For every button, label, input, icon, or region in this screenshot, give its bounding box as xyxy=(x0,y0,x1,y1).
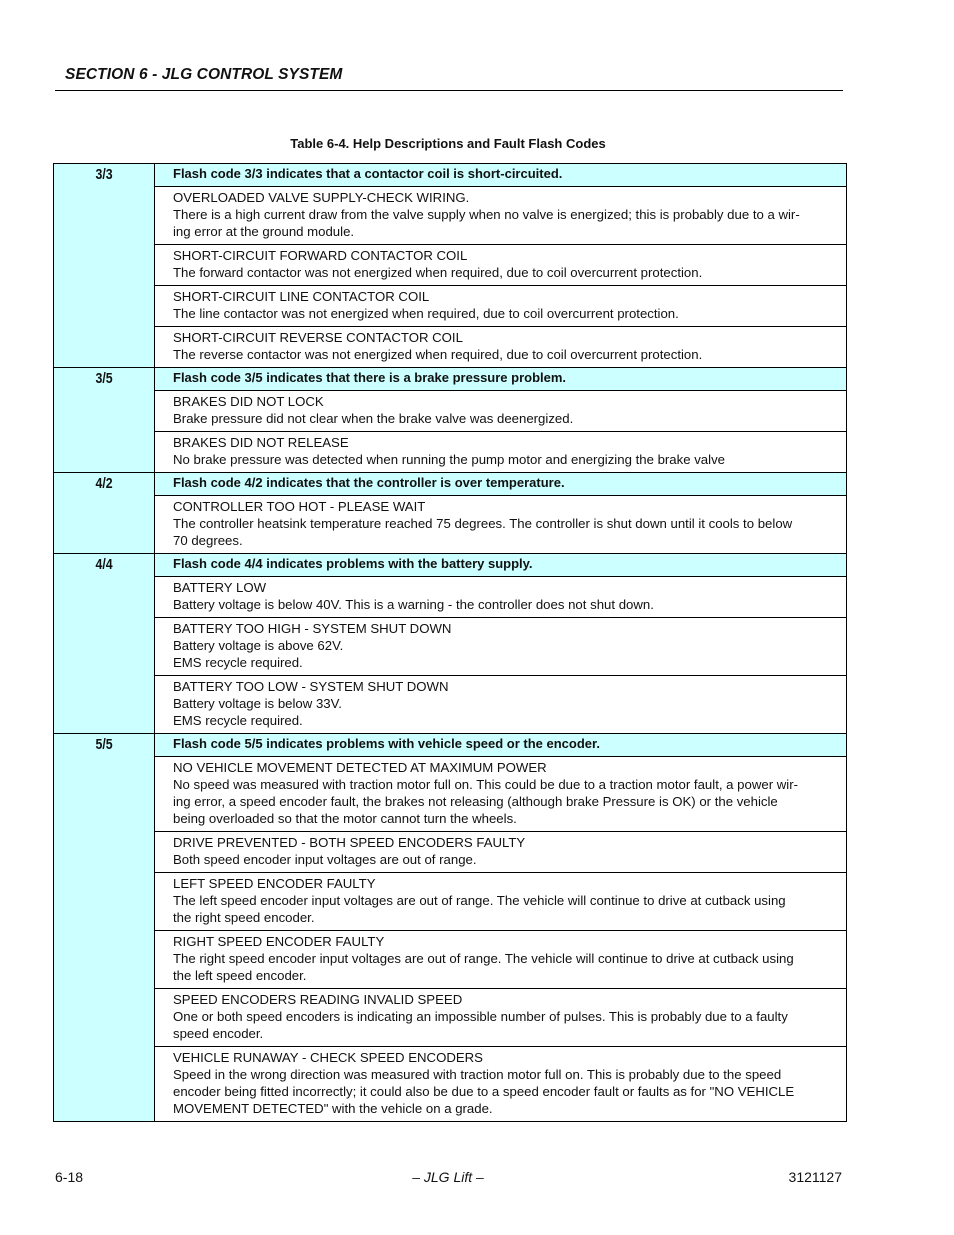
fault-row xyxy=(54,245,847,286)
fault-title: BRAKES DID NOT RELEASE xyxy=(173,435,349,450)
fault-title: SHORT-CIRCUIT FORWARD CONTACTOR COIL xyxy=(173,248,468,263)
fault-title: SHORT-CIRCUIT REVERSE CONTACTOR COIL xyxy=(173,330,463,345)
flash-code-heading: Flash code 4/4 indicates problems with the battery supply. xyxy=(155,554,847,577)
fault-description-line: ing error at the ground module. xyxy=(173,224,355,239)
fault-title: BATTERY LOW xyxy=(173,580,267,595)
flash-code: 4/2 xyxy=(95,476,113,492)
flash-code-heading: Flash code 3/5 indicates that there is a brake pressure problem. xyxy=(155,368,847,391)
fault-description-line: Brake pressure did not clear when the brake valve was deenergized. xyxy=(173,411,574,426)
fault-row xyxy=(54,757,847,832)
flash-code-heading: Flash code 4/2 indicates that the controller is over temperature. xyxy=(155,473,847,496)
fault-description-line: EMS recycle required. xyxy=(173,713,303,728)
fault-description-line: encoder being fitted incorrectly; it could also be due to a speed encoder fault or faults as for "NO VEHICLE xyxy=(173,1084,795,1099)
flash-code-cell xyxy=(54,473,155,554)
fault-description-cell xyxy=(155,757,847,832)
fault-title: RIGHT SPEED ENCODER FAULTY xyxy=(173,934,385,949)
fault-description-cell xyxy=(155,618,847,676)
fault-description-cell xyxy=(155,391,847,432)
fault-description-line: The controller heatsink temperature reached 75 degrees. The controller is shut down until it cools to below xyxy=(173,516,793,531)
fault-description-line: One or both speed encoders is indicating an impossible number of pulses. This is probably due to a faulty xyxy=(173,1009,788,1024)
fault-description-cell xyxy=(155,432,847,473)
flash-code-heading: Flash code 3/3 indicates that a contactor coil is short-circuited. xyxy=(155,164,847,187)
fault-description-line: Battery voltage is below 33V. xyxy=(173,696,342,711)
section-title: SECTION 6 - JLG CONTROL SYSTEM xyxy=(65,66,343,83)
fault-description-line: No speed was measured with traction motor full on. This could be due to a traction motor fault, a power wir- xyxy=(173,777,798,792)
fault-description-cell xyxy=(155,577,847,618)
fault-title: VEHICLE RUNAWAY - CHECK SPEED ENCODERS xyxy=(173,1050,483,1065)
fault-description-line: Both speed encoder input voltages are out of range. xyxy=(173,852,477,867)
fault-description-cell xyxy=(155,286,847,327)
fault-row xyxy=(54,286,847,327)
flash-code: 3/3 xyxy=(95,167,113,183)
flash-code-cell xyxy=(54,554,155,734)
flash-code-group-header xyxy=(54,554,847,577)
fault-title: CONTROLLER TOO HOT - PLEASE WAIT xyxy=(173,499,426,514)
fault-description-line: There is a high current draw from the valve supply when no valve is energized; this is probably due to a wir- xyxy=(173,207,800,222)
fault-row xyxy=(54,496,847,554)
fault-description-cell xyxy=(155,931,847,989)
fault-title: LEFT SPEED ENCODER FAULTY xyxy=(173,876,376,891)
fault-description-line: No brake pressure was detected when running the pump motor and energizing the brake valve xyxy=(173,452,726,467)
fault-row xyxy=(54,618,847,676)
flash-code-cell xyxy=(54,734,155,1122)
fault-row xyxy=(54,989,847,1047)
fault-title: SHORT-CIRCUIT LINE CONTACTOR COIL xyxy=(173,289,430,304)
fault-row xyxy=(54,832,847,873)
flash-code-group-header xyxy=(54,368,847,391)
fault-title: DRIVE PREVENTED - BOTH SPEED ENCODERS FAULTY xyxy=(173,835,526,850)
fault-description-cell xyxy=(155,245,847,286)
flash-code-group-header xyxy=(54,473,847,496)
header-rule xyxy=(55,90,843,91)
flash-code-heading: Flash code 5/5 indicates problems with vehicle speed or the encoder. xyxy=(155,734,847,757)
fault-row xyxy=(54,327,847,368)
fault-description-line: Battery voltage is below 40V. This is a warning - the controller does not shut down. xyxy=(173,597,654,612)
fault-description-line: The left speed encoder input voltages are out of range. The vehicle will continue to drive at cutback using xyxy=(173,893,786,908)
page-number: 6-18 xyxy=(55,1169,84,1185)
fault-code-table-body xyxy=(54,164,847,1122)
fault-description-cell xyxy=(155,327,847,368)
fault-description-line: speed encoder. xyxy=(173,1026,264,1041)
fault-description-line: The reverse contactor was not energized when required, due to coil overcurrent protection. xyxy=(173,347,703,362)
flash-code-cell xyxy=(54,368,155,473)
fault-description-line: the right speed encoder. xyxy=(173,910,315,925)
fault-description-cell xyxy=(155,1047,847,1122)
fault-description-line: being overloaded so that the motor cannot turn the wheels. xyxy=(173,811,517,826)
fault-title: BATTERY TOO HIGH - SYSTEM SHUT DOWN xyxy=(173,621,452,636)
flash-code-cell xyxy=(54,164,155,368)
fault-code-table xyxy=(53,163,847,1122)
fault-title: SPEED ENCODERS READING INVALID SPEED xyxy=(173,992,463,1007)
flash-code: 5/5 xyxy=(95,737,113,753)
flash-code: 4/4 xyxy=(95,557,113,573)
document-number: 3121127 xyxy=(788,1169,842,1185)
flash-code-group-header xyxy=(54,734,847,757)
fault-title: BATTERY TOO LOW - SYSTEM SHUT DOWN xyxy=(173,679,449,694)
flash-code-group-header xyxy=(54,164,847,187)
table-caption: Table 6-4. Help Descriptions and Fault Flash Codes xyxy=(290,136,606,151)
fault-description-cell xyxy=(155,989,847,1047)
fault-row xyxy=(54,1047,847,1122)
fault-row xyxy=(54,391,847,432)
fault-description-line: EMS recycle required. xyxy=(173,655,303,670)
fault-description-line: the left speed encoder. xyxy=(173,968,307,983)
fault-description-line: Speed in the wrong direction was measured with traction motor full on. This is probably due to the speed xyxy=(173,1067,782,1082)
fault-title: OVERLOADED VALVE SUPPLY-CHECK WIRING. xyxy=(173,190,470,205)
flash-code: 3/5 xyxy=(95,371,113,387)
fault-row xyxy=(54,577,847,618)
fault-description-cell xyxy=(155,676,847,734)
fault-description-cell xyxy=(155,187,847,245)
fault-description-line: ing error, a speed encoder fault, the brakes not releasing (although brake Pressure is OK) or the vehicle xyxy=(173,794,778,809)
fault-title: NO VEHICLE MOVEMENT DETECTED AT MAXIMUM POWER xyxy=(173,760,547,775)
fault-description-line: The line contactor was not energized when required, due to coil overcurrent protection. xyxy=(173,306,679,321)
footer-publisher: – JLG Lift – xyxy=(412,1169,484,1185)
fault-row xyxy=(54,676,847,734)
fault-row xyxy=(54,873,847,931)
fault-description-line: Battery voltage is above 62V. xyxy=(173,638,344,653)
fault-title: BRAKES DID NOT LOCK xyxy=(173,394,324,409)
fault-description-cell xyxy=(155,832,847,873)
fault-description-line: The forward contactor was not energized when required, due to coil overcurrent protection. xyxy=(173,265,703,280)
fault-description-cell xyxy=(155,496,847,554)
fault-row xyxy=(54,432,847,473)
fault-description-line: MOVEMENT DETECTED" with the vehicle on a grade. xyxy=(173,1101,493,1116)
fault-description-line: 70 degrees. xyxy=(173,533,243,548)
fault-description-cell xyxy=(155,873,847,931)
fault-description-line: The right speed encoder input voltages are out of range. The vehicle will continue to drive at cutback using xyxy=(173,951,794,966)
fault-row xyxy=(54,931,847,989)
fault-row xyxy=(54,187,847,245)
